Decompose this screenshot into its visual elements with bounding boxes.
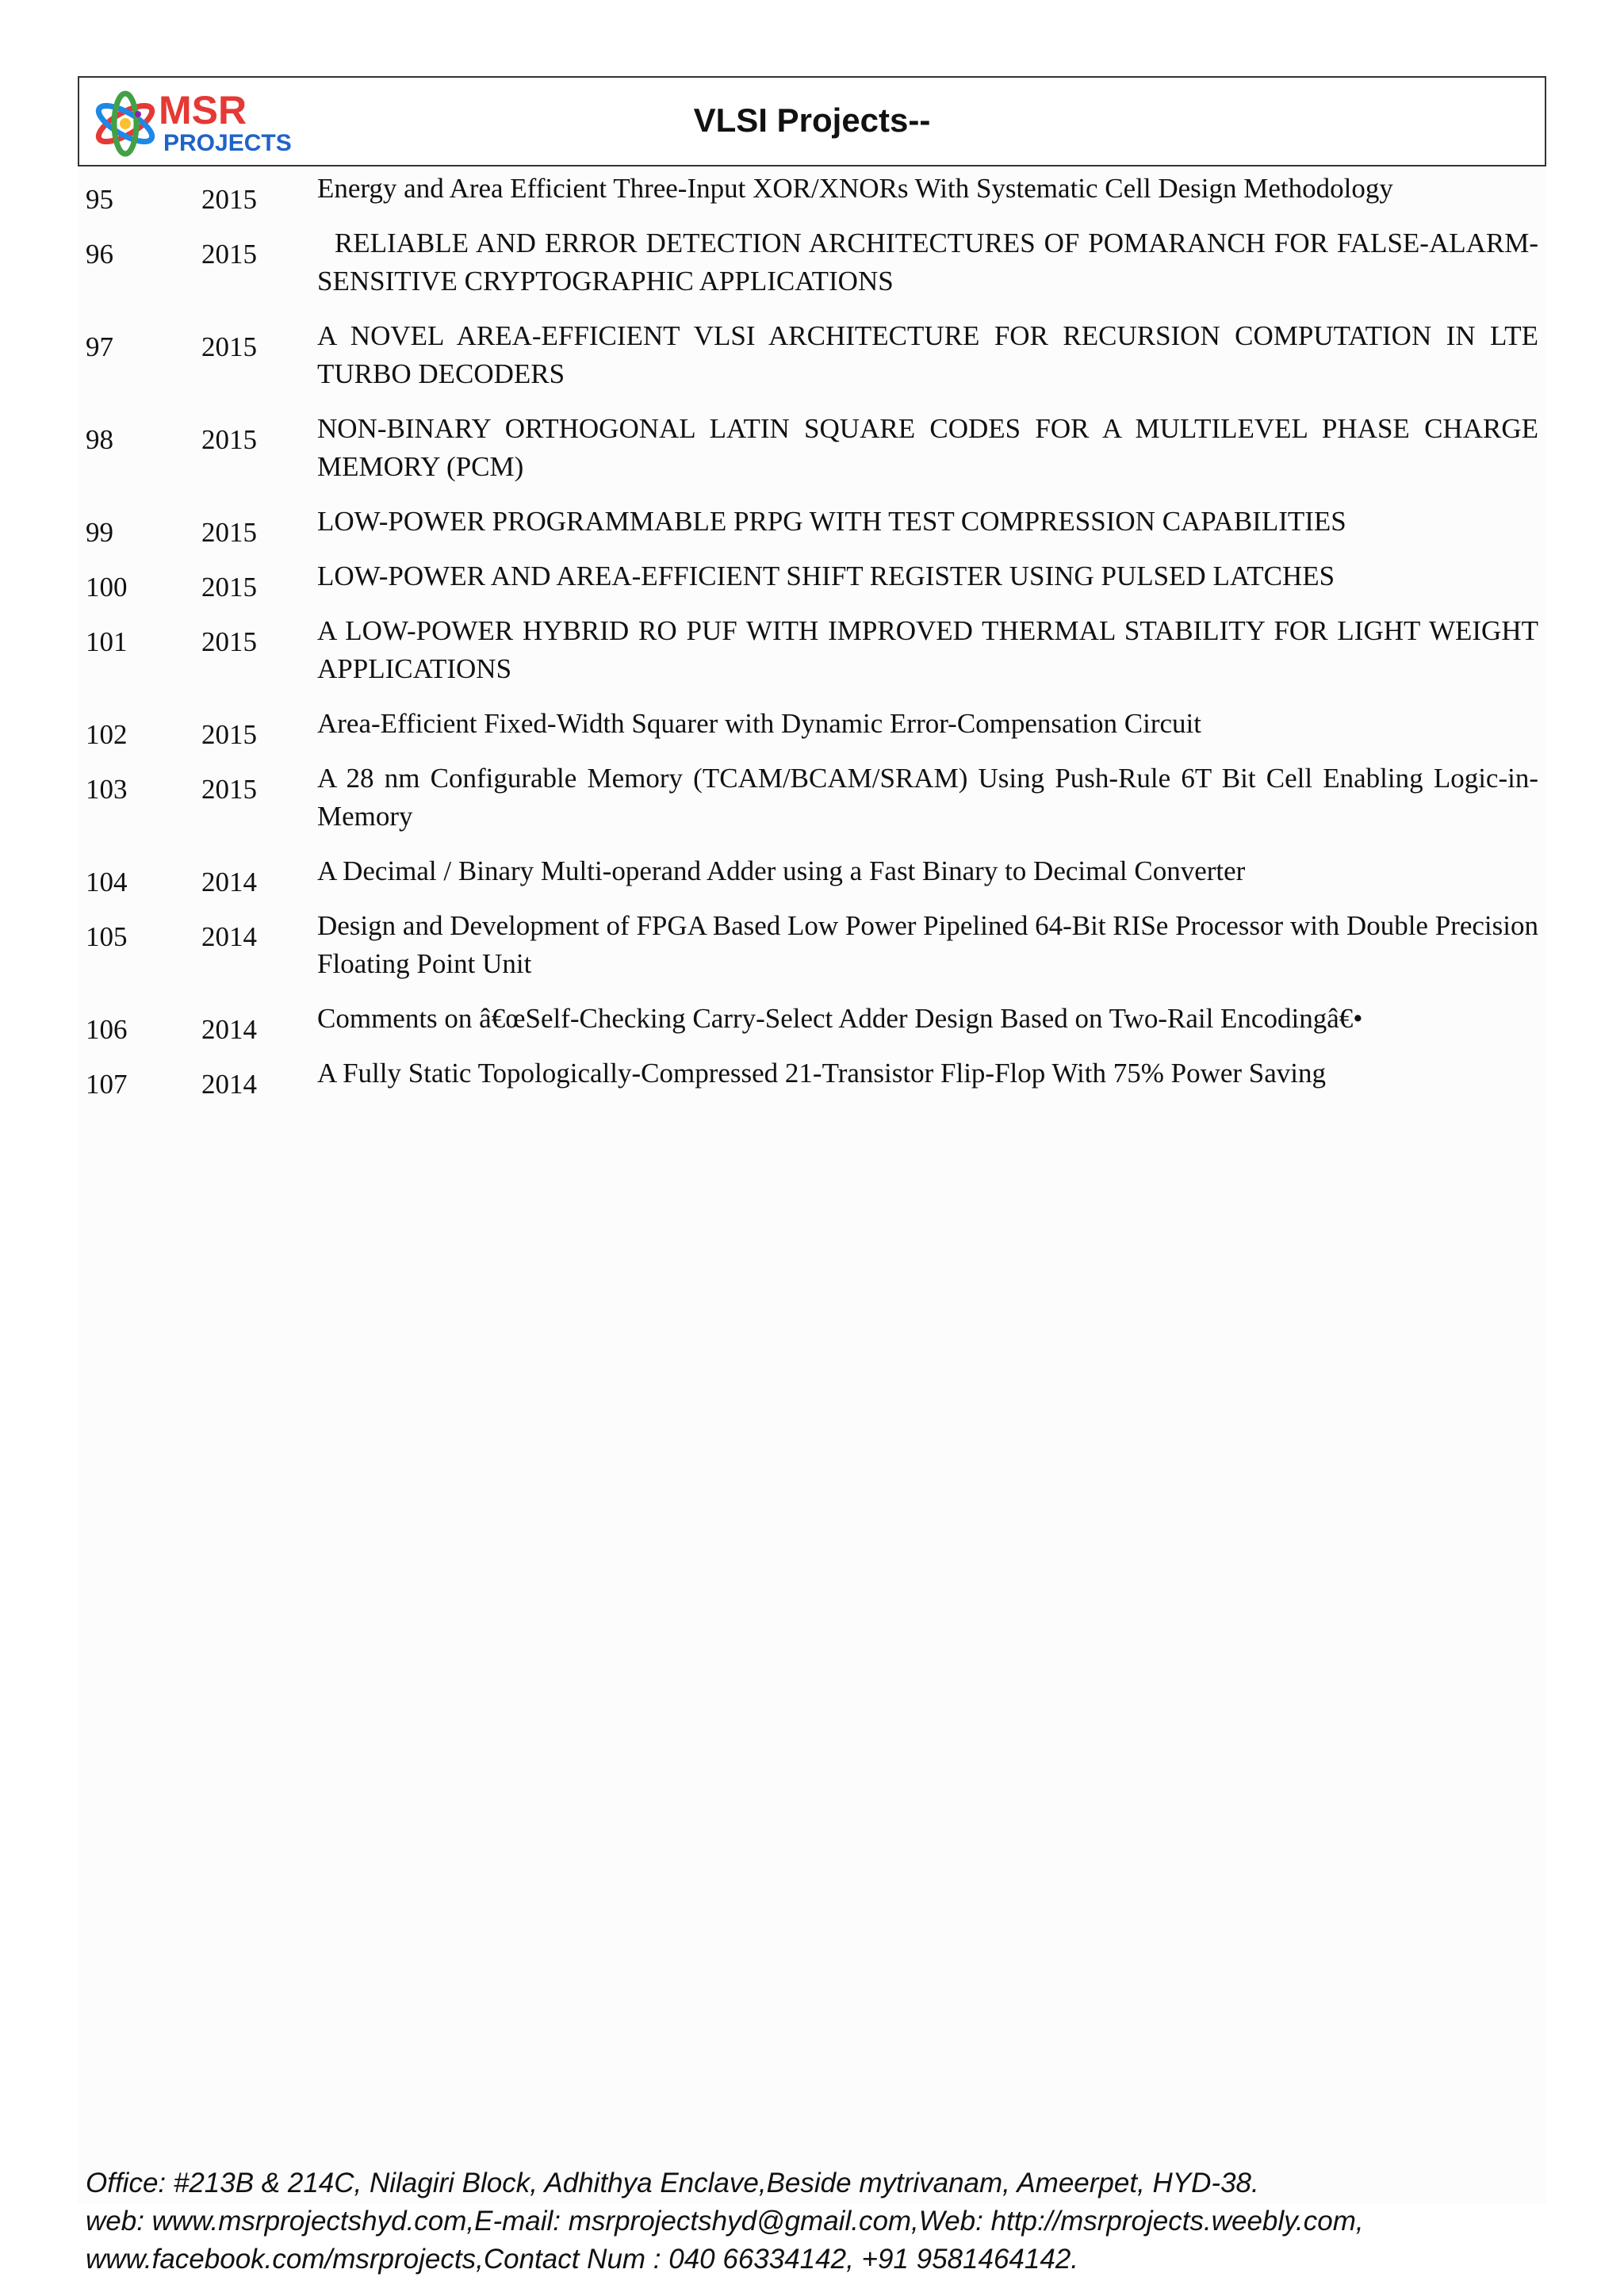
project-number: 105	[86, 921, 128, 952]
table-row	[78, 905, 1546, 998]
table-row	[78, 610, 1546, 703]
project-year: 2014	[201, 1014, 257, 1045]
svg-text:PROJECTS: PROJECTS	[163, 130, 292, 156]
project-year: 2015	[201, 719, 257, 750]
table-row	[78, 1053, 1546, 1108]
project-title: Comments on â€œSelf-Checking Carry-Select Adder Design Based on Two-Rail Encodingâ€•	[317, 1003, 1363, 1034]
web-email-links: web: www.msrprojectshyd.com,E-mail: msrprojectshyd@gmail.com,Web: http://msrprojects.weebly.com,	[86, 2206, 1364, 2237]
project-year: 2015	[201, 774, 257, 805]
project-number: 97	[86, 331, 113, 362]
project-number: 106	[86, 1014, 128, 1045]
project-title: LOW-POWER PROGRAMMABLE PRPG WITH TEST COMPRESSION CAPABILITIES	[317, 506, 1346, 537]
project-title: A Fully Static Topologically-Compressed 21-Transistor Flip-Flop With 75% Power Saving	[317, 1058, 1327, 1089]
facebook-contact-numbers: www.facebook.com/msrprojects,Contact Num : 040 66334142, +91 9581464142.	[86, 2244, 1079, 2275]
project-number: 102	[86, 719, 128, 750]
table-row	[78, 168, 1546, 223]
project-year: 2014	[201, 1069, 257, 1100]
project-year: 2014	[201, 921, 257, 952]
svg-text:MSR: MSR	[159, 88, 247, 132]
project-year: 2015	[201, 239, 257, 270]
project-number: 96	[86, 239, 113, 270]
project-title: Area-Efficient Fixed-Width Squarer with Dynamic Error-Compensation Circuit	[317, 708, 1201, 739]
project-title: A 28 nm Configurable Memory (TCAM/BCAM/SRAM) Using Push-Rule 6T Bit Cell Enabling Logic-in-Memory	[317, 763, 1538, 832]
office-address: Office: #213B & 214C, Nilagiri Block, Adhithya Enclave,Beside mytrivanam, Ameerpet, HYD-38.	[86, 2168, 1259, 2198]
table-row	[78, 556, 1546, 610]
project-number: 100	[86, 572, 128, 603]
project-title: A NOVEL AREA-EFFICIENT VLSI ARCHITECTURE FOR RECURSION COMPUTATION IN LTE TURBO DECODERS	[317, 320, 1538, 389]
table-row	[78, 758, 1546, 851]
table-row	[78, 501, 1546, 556]
project-title: Energy and Area Efficient Three-Input XOR/XNORs With Systematic Cell Design Methodology	[317, 173, 1393, 204]
page-header	[78, 76, 1546, 166]
project-year: 2014	[201, 867, 257, 897]
project-year: 2015	[201, 184, 257, 215]
project-number: 104	[86, 867, 128, 897]
project-title: Design and Development of FPGA Based Low Power Pipelined 64-Bit RISe Processor with Double Precision Floating Point Unit	[317, 910, 1538, 979]
project-year: 2015	[201, 572, 257, 603]
project-title: A Decimal / Binary Multi-operand Adder using a Fast Binary to Decimal Converter	[317, 855, 1246, 886]
project-list-table	[78, 168, 1546, 1108]
project-title: NON-BINARY ORTHOGONAL LATIN SQUARE CODES FOR A MULTILEVEL PHASE CHARGE MEMORY (PCM)	[317, 413, 1538, 482]
table-row	[78, 703, 1546, 758]
project-number: 98	[86, 424, 113, 455]
table-row	[78, 851, 1546, 905]
project-number: 99	[86, 517, 113, 548]
project-year: 2015	[201, 331, 257, 362]
project-number: 107	[86, 1069, 128, 1100]
project-title: A LOW-POWER HYBRID RO PUF WITH IMPROVED THERMAL STABILITY FOR LIGHT WEIGHT APPLICATIONS	[317, 615, 1538, 684]
table-row	[78, 223, 1546, 316]
table-row	[78, 408, 1546, 501]
project-year: 2015	[201, 517, 257, 548]
project-year: 2015	[201, 626, 257, 657]
table-row	[78, 998, 1546, 1053]
project-title: LOW-POWER AND AREA-EFFICIENT SHIFT REGISTER USING PULSED LATCHES	[317, 561, 1335, 591]
document-title: VLSI Projects--	[693, 101, 931, 139]
project-number: 95	[86, 184, 113, 215]
project-number: 103	[86, 774, 128, 805]
table-row	[78, 316, 1546, 408]
office-contact-footer	[86, 2164, 1545, 2279]
project-year: 2015	[201, 424, 257, 455]
project-title: RELIABLE AND ERROR DETECTION ARCHITECTURES OF POMARANCH FOR FALSE-ALARM-SENSITIVE CRYPTOGRAPHIC APPLICATIONS	[317, 228, 1538, 297]
project-number: 101	[86, 626, 128, 657]
